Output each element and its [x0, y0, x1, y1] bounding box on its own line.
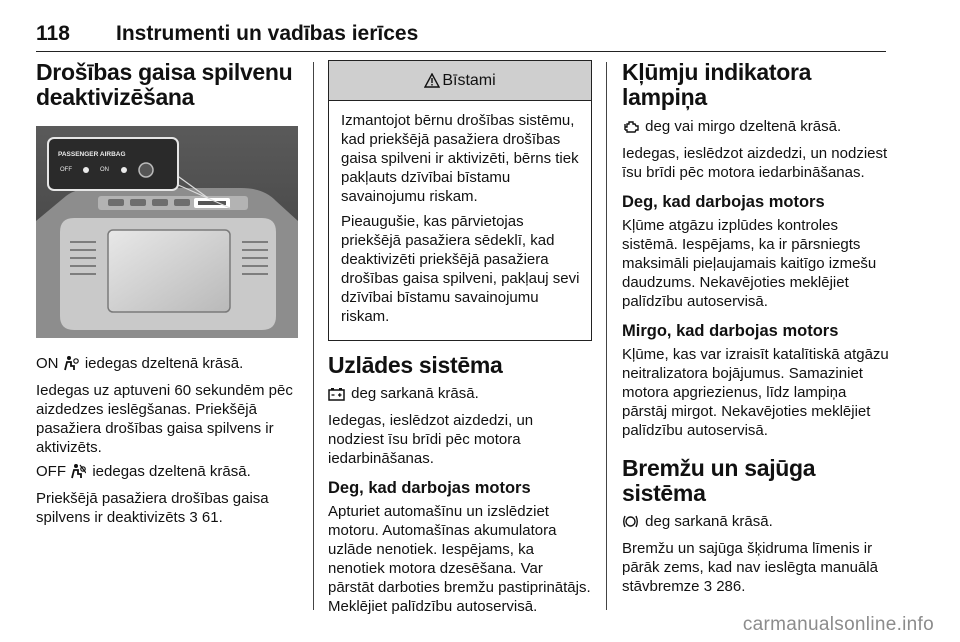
dashboard-illustration [36, 126, 298, 338]
column-divider [606, 62, 607, 610]
subheading-flashing-engine-running: Mirgo, kad darbojas motors [622, 322, 839, 340]
malfunction-indicator-text: deg vai mirgo dzeltenā krāsā. [641, 118, 842, 135]
airbag-deactivated-paragraph [36, 489, 298, 527]
dashboard-photo [36, 126, 298, 338]
section-heading-brake-clutch: Bremžu un sajūga sistēma [622, 455, 816, 506]
page-ref-arrow-icon: 3 [189, 509, 198, 526]
on-label: ON [36, 355, 59, 372]
airbag-page-ref: 61. [197, 509, 223, 526]
section-heading-malfunction-indicator: Kļūmju indikatora lampiņa [622, 59, 812, 110]
column-divider [313, 62, 314, 610]
off-label: OFF [36, 463, 66, 480]
subheading-lit-engine-running: Deg, kad darbojas motors [622, 193, 825, 211]
warning-paragraph-1: Izmantojot bērnu drošības sistēmu, kad priekšējā pasažiera drošības gaisa spilveni ir aktivizēti, bērns tiek pakļauts dzīvībai bīstamu savainojumu riskam. [341, 112, 579, 205]
page-number: 118 [36, 22, 70, 45]
airbag-on-paragraph [36, 354, 298, 376]
brake-page-ref: 286. [712, 578, 746, 595]
brake-icon [622, 514, 639, 534]
photo-off-label: OFF [60, 167, 72, 173]
charging-indicator-text: deg sarkanā krāsā. [347, 385, 479, 402]
section-heading-airbag-deactivation: Drošības gaisa spilvenu deaktivizēšana [36, 59, 293, 110]
brake-fluid-paragraph [622, 539, 892, 596]
column-airbag [36, 60, 298, 532]
battery-icon [328, 387, 345, 406]
brake-fluid-text: Bremžu un sajūga šķidruma līmenis ir pārāk zems, kad nav ieslēgta manuālā stāvbremze [622, 540, 878, 595]
warning-title: Bīstami [442, 72, 496, 89]
airbag-on-text: iedegas dzeltenā krāsā. [80, 355, 244, 372]
page-ref-arrow-icon: 3 [703, 578, 713, 595]
photo-label: PASSENGER AIRBAG [58, 151, 126, 158]
charging-description: Iedegas, ieslēdzot aizdedzi, un nodziest īsu brīdi pēc motora iedarbināšanas. [328, 412, 534, 467]
charging-indicator-paragraph [328, 384, 592, 406]
watermark: carmanualsonline.info [742, 614, 934, 635]
warning-paragraph-2: Pieaugušie, kas pārvietojas priekšējā pasažiera sēdeklī, kad deaktivizēti priekšējā pasažiera drošības gaisa spilveni, pakļauj sevi dzīvībai bīstamu savainojumu riskam. [341, 213, 580, 325]
airbag-off-paragraph [36, 462, 298, 484]
flashing-engine-running-text: Kļūme, kas var izraisīt katalītiskā atgāzu neitralizatora bojājumus. Samaziniet motora apgriezienus, līdz lampiņa pārstāj mirgot. Nekavējoties meklējiet palīdzību autoservisā. [622, 346, 889, 439]
airbag-on-icon [63, 355, 79, 376]
brake-indicator-text: deg sarkanā krāsā. [641, 513, 773, 530]
lit-engine-running-text: Kļūme atgāzu izplūdes kontroles sistēmā. Iespējams, ka ir pārsniegts maksimāli pieļaujamais kaitīgo izmešu daudzums. Nekavējoties meklējiet palīdzību autoservisā. [622, 217, 877, 310]
page-title: Instrumenti un vadības ierīces [116, 22, 419, 45]
photo-on-label: ON [100, 167, 109, 173]
warning-triangle-icon [424, 64, 440, 104]
malfunction-indicator-paragraph [622, 117, 892, 139]
warning-header [329, 61, 591, 101]
column-malfunction [622, 60, 892, 601]
page-header [36, 22, 886, 52]
subheading-charging-engine-running: Deg, kad darbojas motors [328, 479, 531, 497]
charging-engine-running-text: Apturiet automašīnu un izslēdziet motoru. Automašīnas akumulatora uzlāde nenotiek. Iespējams, ka nenotiek motora dzesēšana. Var pārstāt darboties bremžu pastiprinātājs. Meklējiet palīdzību autoservisā. [328, 503, 591, 615]
airbag-off-text: iedegas dzeltenā krāsā. [88, 463, 251, 480]
engine-icon [622, 120, 639, 139]
malfunction-description: Iedegas, ieslēdzot aizdedzi, un nodziest īsu brīdi pēc motora iedarbināšanas. [622, 145, 888, 181]
warning-box [328, 60, 592, 341]
column-charging [328, 60, 592, 621]
airbag-off-icon [70, 463, 86, 484]
brake-indicator-paragraph [622, 512, 892, 534]
warning-body [329, 101, 591, 340]
airbag-on-description: Iedegas uz aptuveni 60 sekundēm pēc aizdedzes ieslēgšanas. Priekšējā pasažiera drošības gaisa spilvens ir aktivizēts. [36, 382, 293, 456]
airbag-deactivated-text: Priekšējā pasažiera drošības gaisa spilvens ir deaktivizēts [36, 490, 269, 526]
section-heading-charging: Uzlādes sistēma [328, 352, 503, 378]
